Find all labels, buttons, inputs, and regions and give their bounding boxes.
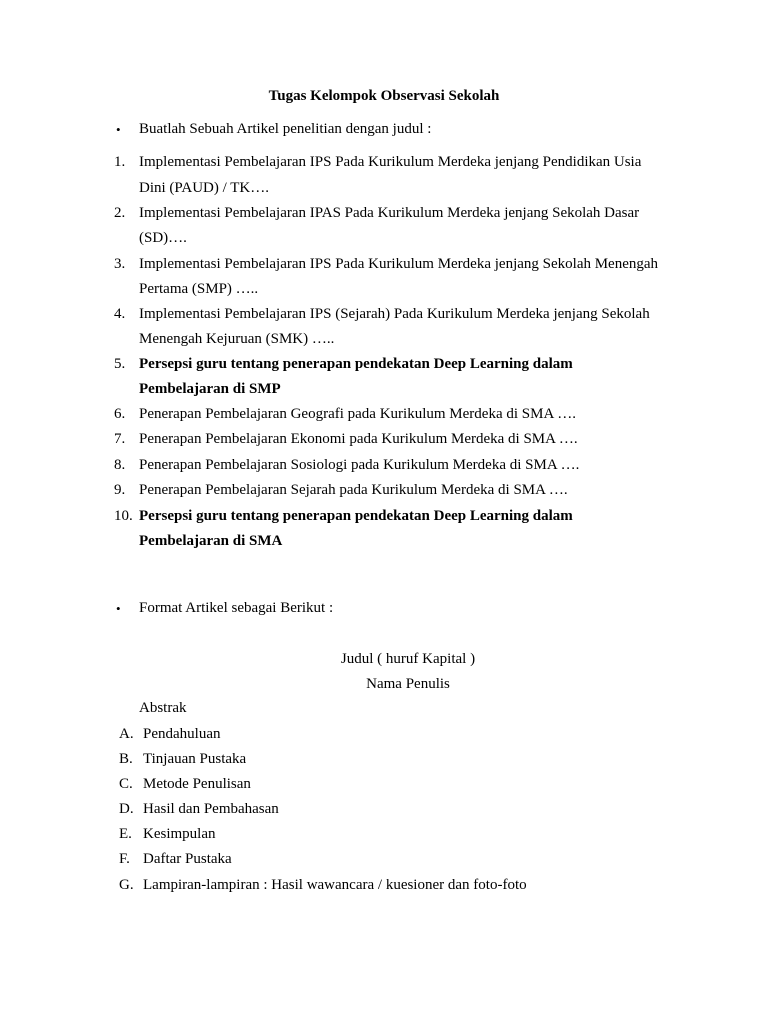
- list-item-number: 1.: [114, 154, 126, 170]
- letter-item-text: Kesimpulan: [143, 826, 216, 842]
- list-item-number: 6.: [114, 406, 126, 422]
- list-item-number: 4.: [114, 306, 126, 322]
- list-item-line: Dini (PAUD) / TK….: [139, 180, 270, 196]
- list-item-line: Pertama (SMP) …..: [139, 281, 259, 297]
- list-item-number: 7.: [114, 431, 126, 447]
- list-item-line: (SD)….: [139, 230, 187, 246]
- list-item-number: 5.: [114, 356, 126, 372]
- list-item-line-bold: Persepsi guru tentang penerapan pendekatan Deep Learning dalam: [139, 356, 573, 372]
- list-item-line-bold: Persepsi guru tentang penerapan pendekatan Deep Learning dalam: [139, 508, 573, 524]
- format-abstract-line: Abstrak: [139, 700, 187, 716]
- intro-bullet-text: Buatlah Sebuah Artikel penelitian dengan judul :: [139, 121, 432, 137]
- list-item-number: 10.: [114, 508, 133, 524]
- list-item-line-bold: Pembelajaran di SMA: [139, 533, 283, 549]
- list-item-line: Penerapan Pembelajaran Ekonomi pada Kurikulum Merdeka di SMA ….: [139, 431, 578, 447]
- letter-item-text: Lampiran-lampiran : Hasil wawancara / kuesioner dan foto-foto: [143, 877, 527, 893]
- letter-item-text: Tinjauan Pustaka: [143, 751, 247, 767]
- format-author-line: Nama Penulis: [366, 676, 450, 692]
- list-item-line: Implementasi Pembelajaran IPS Pada Kurikulum Merdeka jenjang Pendidikan Usia: [139, 154, 642, 170]
- document-title: Tugas Kelompok Observasi Sekolah: [268, 88, 500, 104]
- letter-marker: B.: [119, 751, 133, 767]
- letter-marker: F.: [119, 851, 130, 867]
- bullet-dot: •: [116, 122, 121, 137]
- list-item-line: Implementasi Pembelajaran IPAS Pada Kurikulum Merdeka jenjang Sekolah Dasar: [139, 205, 640, 221]
- list-item-line: Menengah Kejuruan (SMK) …..: [139, 331, 335, 347]
- list-item-line: Penerapan Pembelajaran Sosiologi pada Kurikulum Merdeka di SMA ….: [139, 457, 580, 473]
- letter-item-text: Hasil dan Pembahasan: [143, 801, 279, 817]
- letter-item-text: Daftar Pustaka: [143, 851, 232, 867]
- letter-item-text: Metode Penulisan: [143, 776, 251, 792]
- letter-marker: C.: [119, 776, 133, 792]
- letter-marker: A.: [119, 726, 134, 742]
- list-item-line: Implementasi Pembelajaran IPS Pada Kurikulum Merdeka jenjang Sekolah Menengah: [139, 256, 659, 272]
- list-item-line: Penerapan Pembelajaran Sejarah pada Kurikulum Merdeka di SMA ….: [139, 482, 568, 498]
- bullet-dot: •: [116, 601, 121, 616]
- list-item-number: 8.: [114, 457, 126, 473]
- list-item-line-bold: Pembelajaran di SMP: [139, 381, 281, 397]
- format-title-line: Judul ( huruf Kapital ): [340, 651, 476, 667]
- list-item-number: 2.: [114, 205, 126, 221]
- list-item-number: 9.: [114, 482, 126, 498]
- list-item-number: 3.: [114, 256, 126, 272]
- letter-marker: G.: [119, 877, 134, 893]
- letter-marker: D.: [119, 801, 134, 817]
- list-item-line: Penerapan Pembelajaran Geografi pada Kurikulum Merdeka di SMA ….: [139, 406, 576, 422]
- format-bullet-text: Format Artikel sebagai Berikut :: [139, 600, 334, 616]
- list-item-line: Implementasi Pembelajaran IPS (Sejarah) Pada Kurikulum Merdeka jenjang Sekolah: [139, 306, 650, 322]
- letter-item-text: Pendahuluan: [143, 726, 221, 742]
- letter-marker: E.: [119, 826, 132, 842]
